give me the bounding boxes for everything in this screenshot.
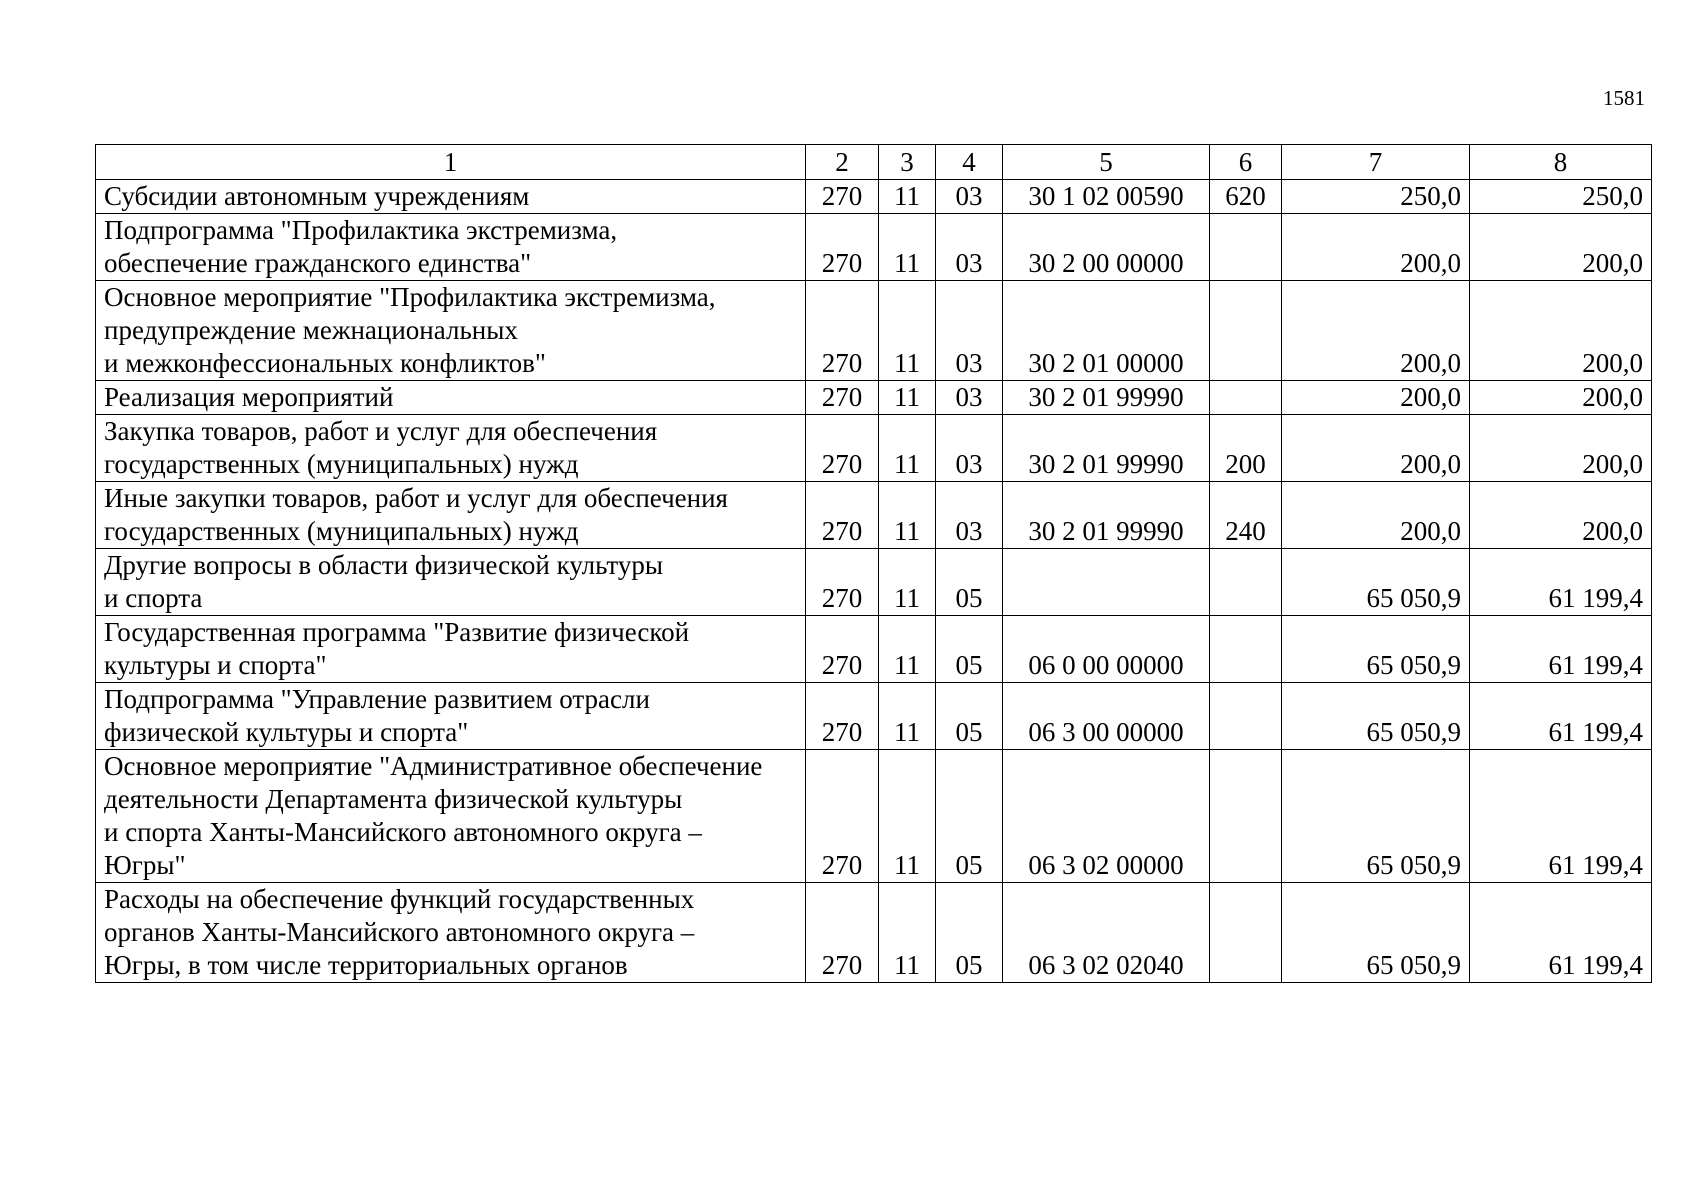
table-row — [96, 281, 1652, 381]
amount-year1-cell: 200,0 — [1282, 415, 1470, 482]
target-article-cell: 30 2 01 99990 — [1003, 381, 1210, 415]
admin-code-cell: 270 — [806, 883, 879, 983]
row-name-cell — [96, 415, 806, 482]
target-article-cell: 30 2 01 00000 — [1003, 281, 1210, 381]
section-cell: 11 — [879, 883, 936, 983]
target-article-cell: 30 2 00 00000 — [1003, 214, 1210, 281]
header-cell: 6 — [1210, 145, 1282, 180]
admin-code-cell: 270 — [806, 549, 879, 616]
section-cell: 11 — [879, 549, 936, 616]
expense-type-cell: 620 — [1210, 180, 1282, 214]
amount-year2-cell: 200,0 — [1470, 482, 1652, 549]
subsection-cell: 03 — [936, 281, 1003, 381]
subsection-cell: 05 — [936, 616, 1003, 683]
admin-code-cell: 270 — [806, 180, 879, 214]
admin-code-cell: 270 — [806, 482, 879, 549]
expense-type-cell — [1210, 281, 1282, 381]
amount-year2-cell: 250,0 — [1470, 180, 1652, 214]
expense-type-cell: 240 — [1210, 482, 1282, 549]
table-row — [96, 381, 1652, 415]
row-name-cell — [96, 180, 806, 214]
section-cell: 11 — [879, 214, 936, 281]
row-name-line: государственных (муниципальных) нужд — [104, 449, 579, 479]
target-article-cell: 30 1 02 00590 — [1003, 180, 1210, 214]
subsection-cell: 03 — [936, 415, 1003, 482]
amount-year2-cell: 61 199,4 — [1470, 549, 1652, 616]
row-name-line: Другие вопросы в области физической культуры — [104, 550, 663, 580]
row-name-cell — [96, 281, 806, 381]
section-cell: 11 — [879, 415, 936, 482]
section-cell: 11 — [879, 381, 936, 415]
table-row — [96, 683, 1652, 750]
expense-type-cell — [1210, 683, 1282, 750]
admin-code-cell: 270 — [806, 214, 879, 281]
subsection-cell: 03 — [936, 482, 1003, 549]
amount-year2-cell: 200,0 — [1470, 415, 1652, 482]
subsection-cell: 05 — [936, 883, 1003, 983]
row-name-cell — [96, 214, 806, 281]
row-name-cell — [96, 683, 806, 750]
table-row — [96, 214, 1652, 281]
row-name-cell — [96, 381, 806, 415]
amount-year2-cell: 200,0 — [1470, 381, 1652, 415]
amount-year2-cell: 200,0 — [1470, 214, 1652, 281]
target-article-cell: 30 2 01 99990 — [1003, 482, 1210, 549]
amount-year1-cell: 65 050,9 — [1282, 683, 1470, 750]
subsection-cell: 05 — [936, 683, 1003, 750]
row-name-line: физической культуры и спорта" — [104, 717, 469, 747]
row-name-line: Закупка товаров, работ и услуг для обеспечения — [104, 416, 658, 446]
header-cell: 2 — [806, 145, 879, 180]
row-name-line: предупреждение межнациональных — [104, 315, 518, 345]
row-name-line: обеспечение гражданского единства" — [104, 248, 532, 278]
row-name-line: Государственная программа "Развитие физической — [104, 617, 690, 647]
section-cell: 11 — [879, 616, 936, 683]
section-cell: 11 — [879, 683, 936, 750]
section-cell: 11 — [879, 750, 936, 883]
subsection-cell: 03 — [936, 214, 1003, 281]
expense-type-cell — [1210, 381, 1282, 415]
row-name-cell — [96, 750, 806, 883]
header-cell: 4 — [936, 145, 1003, 180]
subsection-cell: 05 — [936, 549, 1003, 616]
amount-year1-cell: 65 050,9 — [1282, 750, 1470, 883]
header-cell: 5 — [1003, 145, 1210, 180]
header-row — [96, 145, 1652, 180]
admin-code-cell: 270 — [806, 415, 879, 482]
header-cell: 3 — [879, 145, 936, 180]
row-name-line: Основное мероприятие "Административное обеспечение — [104, 751, 763, 781]
header-cell: 8 — [1470, 145, 1652, 180]
amount-year1-cell: 200,0 — [1282, 482, 1470, 549]
amount-year1-cell: 200,0 — [1282, 281, 1470, 381]
expense-type-cell — [1210, 750, 1282, 883]
target-article-cell: 30 2 01 99990 — [1003, 415, 1210, 482]
row-name-line: Подпрограмма "Профилактика экстремизма, — [104, 215, 618, 245]
row-name-line: Реализация мероприятий — [104, 382, 394, 412]
amount-year1-cell: 65 050,9 — [1282, 883, 1470, 983]
amount-year1-cell: 200,0 — [1282, 214, 1470, 281]
header-cell: 1 — [96, 145, 806, 180]
target-article-cell: 06 3 02 02040 — [1003, 883, 1210, 983]
section-cell: 11 — [879, 281, 936, 381]
target-article-cell: 06 3 00 00000 — [1003, 683, 1210, 750]
row-name-line: культуры и спорта" — [104, 650, 327, 680]
budget-table — [95, 144, 1652, 983]
amount-year1-cell: 200,0 — [1282, 381, 1470, 415]
amount-year2-cell: 61 199,4 — [1470, 883, 1652, 983]
amount-year2-cell: 200,0 — [1470, 281, 1652, 381]
amount-year1-cell: 250,0 — [1282, 180, 1470, 214]
target-article-cell: 06 3 02 00000 — [1003, 750, 1210, 883]
row-name-cell — [96, 549, 806, 616]
row-name-line: Югры" — [104, 850, 186, 880]
admin-code-cell: 270 — [806, 281, 879, 381]
amount-year2-cell: 61 199,4 — [1470, 683, 1652, 750]
row-name-cell — [96, 616, 806, 683]
row-name-line: государственных (муниципальных) нужд — [104, 516, 579, 546]
table-row — [96, 616, 1652, 683]
row-name-line: и спорта — [104, 583, 203, 613]
target-article-cell — [1003, 549, 1210, 616]
row-name-line: и спорта Ханты-Мансийского автономного округа – — [104, 817, 702, 847]
row-name-line: Расходы на обеспечение функций государственных — [104, 884, 695, 914]
table-row — [96, 415, 1652, 482]
amount-year2-cell: 61 199,4 — [1470, 750, 1652, 883]
admin-code-cell: 270 — [806, 381, 879, 415]
row-name-line: Югры, в том числе территориальных органов — [104, 950, 628, 980]
page-number: 1581 — [1603, 86, 1645, 110]
row-name-line: органов Ханты-Мансийского автономного округа – — [104, 917, 695, 947]
expense-type-cell: 200 — [1210, 415, 1282, 482]
header-cell: 7 — [1282, 145, 1470, 180]
expense-type-cell — [1210, 214, 1282, 281]
row-name-cell — [96, 482, 806, 549]
row-name-line: Подпрограмма "Управление развитием отрасли — [104, 684, 650, 714]
section-cell: 11 — [879, 180, 936, 214]
section-cell: 11 — [879, 482, 936, 549]
table-row — [96, 549, 1652, 616]
admin-code-cell: 270 — [806, 683, 879, 750]
expense-type-cell — [1210, 549, 1282, 616]
row-name-line: деятельности Департамента физической культуры — [104, 784, 683, 814]
expense-type-cell — [1210, 883, 1282, 983]
admin-code-cell: 270 — [806, 750, 879, 883]
target-article-cell: 06 0 00 00000 — [1003, 616, 1210, 683]
subsection-cell: 03 — [936, 180, 1003, 214]
table-row — [96, 482, 1652, 549]
row-name-line: Иные закупки товаров, работ и услуг для обеспечения — [104, 483, 728, 513]
table-row — [96, 180, 1652, 214]
row-name-line: и межконфессиональных конфликтов" — [104, 348, 546, 378]
row-name-line: Субсидии автономным учреждениям — [104, 181, 530, 211]
expense-type-cell — [1210, 616, 1282, 683]
table-row — [96, 883, 1652, 983]
table-row — [96, 750, 1652, 883]
amount-year2-cell: 61 199,4 — [1470, 616, 1652, 683]
subsection-cell: 03 — [936, 381, 1003, 415]
amount-year1-cell: 65 050,9 — [1282, 549, 1470, 616]
row-name-line: Основное мероприятие "Профилактика экстремизма, — [104, 282, 716, 312]
row-name-cell — [96, 883, 806, 983]
subsection-cell: 05 — [936, 750, 1003, 883]
amount-year1-cell: 65 050,9 — [1282, 616, 1470, 683]
admin-code-cell: 270 — [806, 616, 879, 683]
